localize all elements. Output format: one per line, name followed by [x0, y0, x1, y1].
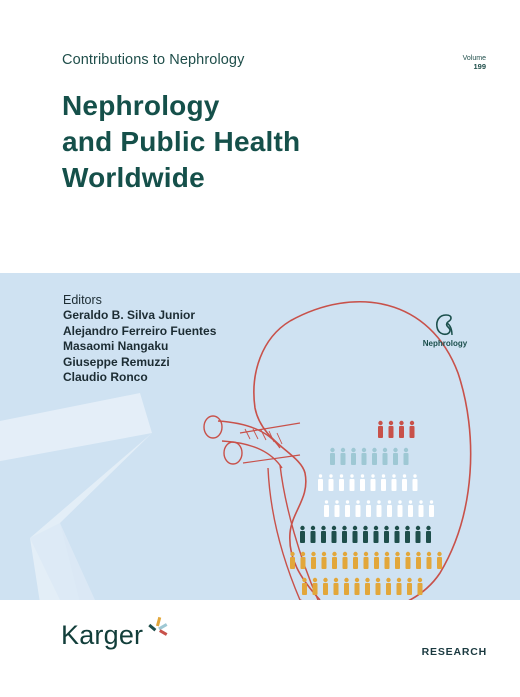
- editors-block: [63, 292, 216, 386]
- person-figure: [378, 421, 383, 438]
- person-figure: [392, 474, 397, 491]
- person-figure: [416, 526, 421, 543]
- editor-name: Giuseppe Remuzzi: [63, 354, 170, 369]
- person-figure: [381, 474, 386, 491]
- person-figure: [324, 500, 329, 517]
- person-figure: [318, 474, 323, 491]
- person-figure: [351, 448, 356, 465]
- person-figure: [300, 526, 305, 543]
- person-figure: [356, 500, 361, 517]
- subject-logo: [420, 313, 470, 348]
- publisher-name: Karger: [61, 620, 144, 650]
- person-figure: [374, 526, 379, 543]
- person-figure: [311, 552, 316, 569]
- person-figure: [418, 578, 423, 595]
- person-figure: [350, 474, 355, 491]
- person-figure: [387, 500, 392, 517]
- vessel-opening: [204, 416, 222, 438]
- person-figure: [426, 526, 431, 543]
- ribbon-shape: [0, 393, 152, 463]
- title-line: Nephrology: [62, 90, 220, 121]
- person-figure: [353, 552, 358, 569]
- person-figure: [345, 500, 350, 517]
- person-figure: [395, 552, 400, 569]
- kidney-icon: [434, 313, 456, 337]
- person-figure: [332, 526, 337, 543]
- person-figure: [362, 448, 367, 465]
- editor-name: Masaomi Nangaku: [63, 339, 169, 353]
- person-figure: [365, 578, 370, 595]
- person-figure: [408, 500, 413, 517]
- person-figure: [342, 526, 347, 543]
- person-figure: [302, 578, 307, 595]
- person-figure: [376, 578, 381, 595]
- person-figure: [410, 421, 415, 438]
- person-figure: [329, 474, 334, 491]
- vessel-opening: [224, 442, 242, 464]
- person-figure: [398, 500, 403, 517]
- person-figure: [397, 578, 402, 595]
- person-figure: [371, 474, 376, 491]
- person-figure: [402, 474, 407, 491]
- person-figure: [330, 448, 335, 465]
- person-figure: [384, 526, 389, 543]
- person-figure: [386, 578, 391, 595]
- volume-label: Volume: [462, 55, 486, 62]
- people-figures: [290, 421, 442, 595]
- person-figure: [366, 500, 371, 517]
- person-figure: [363, 526, 368, 543]
- person-figure: [323, 578, 328, 595]
- series-title: Contributions to Nephrology: [62, 52, 245, 68]
- vessel-line: [240, 423, 300, 463]
- person-figure: [360, 474, 365, 491]
- person-figure: [344, 578, 349, 595]
- person-figure: [395, 526, 400, 543]
- person-figure: [383, 448, 388, 465]
- volume-badge: [463, 55, 486, 72]
- person-figure: [343, 552, 348, 569]
- person-figure: [404, 448, 409, 465]
- person-figure: [429, 500, 434, 517]
- editor-name: Alejandro Ferreiro Fuentes: [63, 323, 217, 338]
- person-figure: [406, 552, 411, 569]
- person-figure: [374, 552, 379, 569]
- person-figure: [334, 578, 339, 595]
- person-figure: [372, 448, 377, 465]
- person-figure: [355, 578, 360, 595]
- person-figure: [416, 552, 421, 569]
- title-line: and Public Health: [62, 126, 301, 157]
- person-figure: [301, 552, 306, 569]
- person-figure: [399, 421, 404, 438]
- person-figure: [353, 526, 358, 543]
- editor-name: Geraldo B. Silva Junior: [63, 308, 196, 322]
- person-figure: [290, 552, 295, 569]
- person-figure: [419, 500, 424, 517]
- person-figure: [393, 448, 398, 465]
- category-label: RESEARCH: [421, 646, 487, 658]
- person-figure: [413, 474, 418, 491]
- title-line: Worldwide: [62, 162, 205, 193]
- editor-name: Claudio Ronco: [63, 370, 148, 384]
- book-title: [62, 88, 482, 196]
- person-figure: [389, 421, 394, 438]
- person-figure: [321, 526, 326, 543]
- editors-heading: Editors: [63, 293, 102, 307]
- person-figure: [385, 552, 390, 569]
- person-figure: [339, 474, 344, 491]
- volume-number: 199: [473, 62, 486, 72]
- person-figure: [427, 552, 432, 569]
- person-figure: [332, 552, 337, 569]
- person-figure: [311, 526, 316, 543]
- subject-logo-label: Nephrology: [422, 339, 468, 348]
- person-figure: [437, 552, 442, 569]
- person-figure: [335, 500, 340, 517]
- person-figure: [313, 578, 318, 595]
- person-figure: [322, 552, 327, 569]
- person-figure: [405, 526, 410, 543]
- person-figure: [377, 500, 382, 517]
- person-figure: [407, 578, 412, 595]
- person-figure: [341, 448, 346, 465]
- karger-star-icon: [146, 616, 172, 642]
- person-figure: [364, 552, 369, 569]
